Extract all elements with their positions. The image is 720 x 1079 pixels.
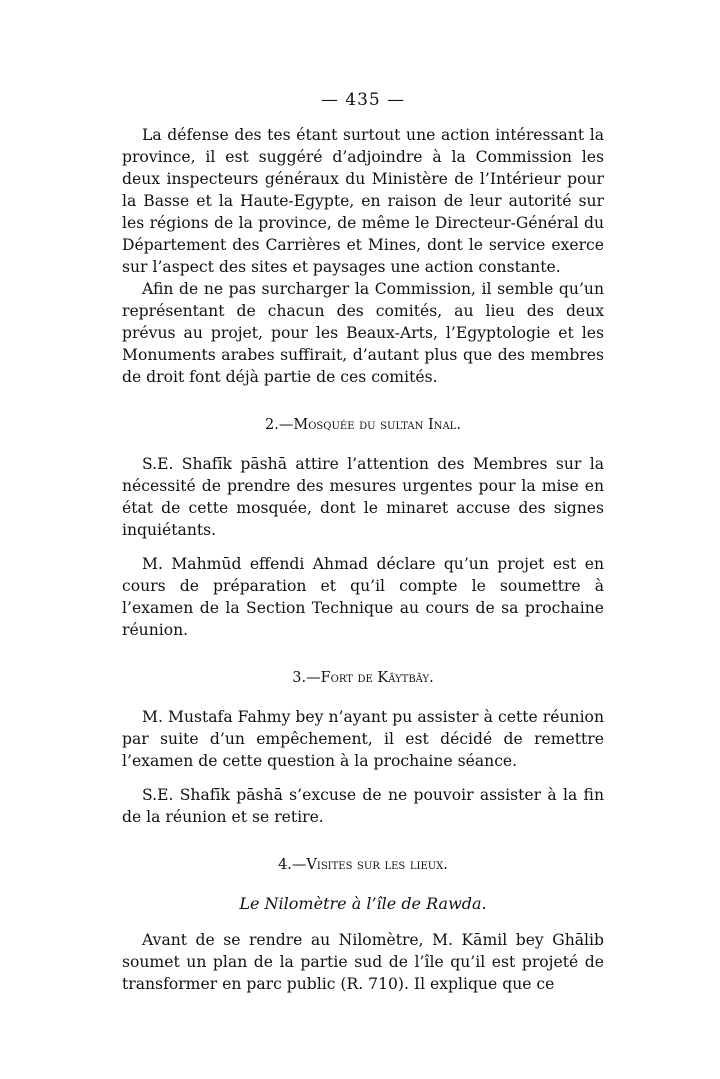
section-subheading: Le Nilomètre à l’île de Rawda.	[239, 894, 487, 913]
section-heading: 3.—Fort de Kāytbāy.	[292, 670, 434, 686]
page-number: — 435 —	[320, 90, 406, 110]
document-page	[122, 88, 604, 995]
paragraph: Avant de se rendre au Nilomètre, M. Kāmil bey Ghālib soumet un plan de la partie sud de l’île qu’il est projeté de transformer en parc public (R. 710). Il explique que ce	[122, 931, 604, 993]
section-heading: 2.—Mosquée du sultan Inal.	[265, 417, 461, 433]
paragraph: Afin de ne pas surcharger la Commission, il semble qu’un représentant de chacun des comités, au lieu des deux prévus au projet, pour les Beaux-Arts, l’Egyptologie et les Monuments arabes suffirait, d’autant plus que des membres de droit font déjà partie de ces comités.	[122, 280, 604, 386]
paragraph: S.E. Shafīk pāshā attire l’attention des Membres sur la nécessité de prendre des mesures urgentes pour la mise en état de cette mosquée, dont le minaret accuse des signes inquiétants.	[122, 455, 604, 539]
paragraph: La défense des tes étant surtout une action intéressant la province, il est suggéré d’adjoindre à la Commission les deux inspecteurs généraux du Ministère de l’Intérieur pour la Basse et la Haute-Egypte, en raison de leur autorité sur les régions de la province, de même le Directeur-Général du Département des Carrières et Mines, dont le service exerce sur l’aspect des sites et paysages une action constante.	[122, 126, 604, 276]
section-heading: 4.—Visites sur les lieux.	[278, 857, 448, 873]
paragraph: M. Mustafa Fahmy bey n’ayant pu assister à cette réunion par suite d’un empêchement, il est décidé de remettre l’examen de cette question à la prochaine séance.	[122, 708, 604, 770]
paragraph: M. Mahmūd effendi Ahmad déclare qu’un projet est en cours de préparation et qu’il compte le soumettre à l’examen de la Section Technique au cours de sa prochaine réunion.	[122, 555, 604, 639]
paragraph: S.E. Shafīk pāshā s’excuse de ne pouvoir assister à la fin de la réunion et se retire.	[122, 786, 604, 826]
